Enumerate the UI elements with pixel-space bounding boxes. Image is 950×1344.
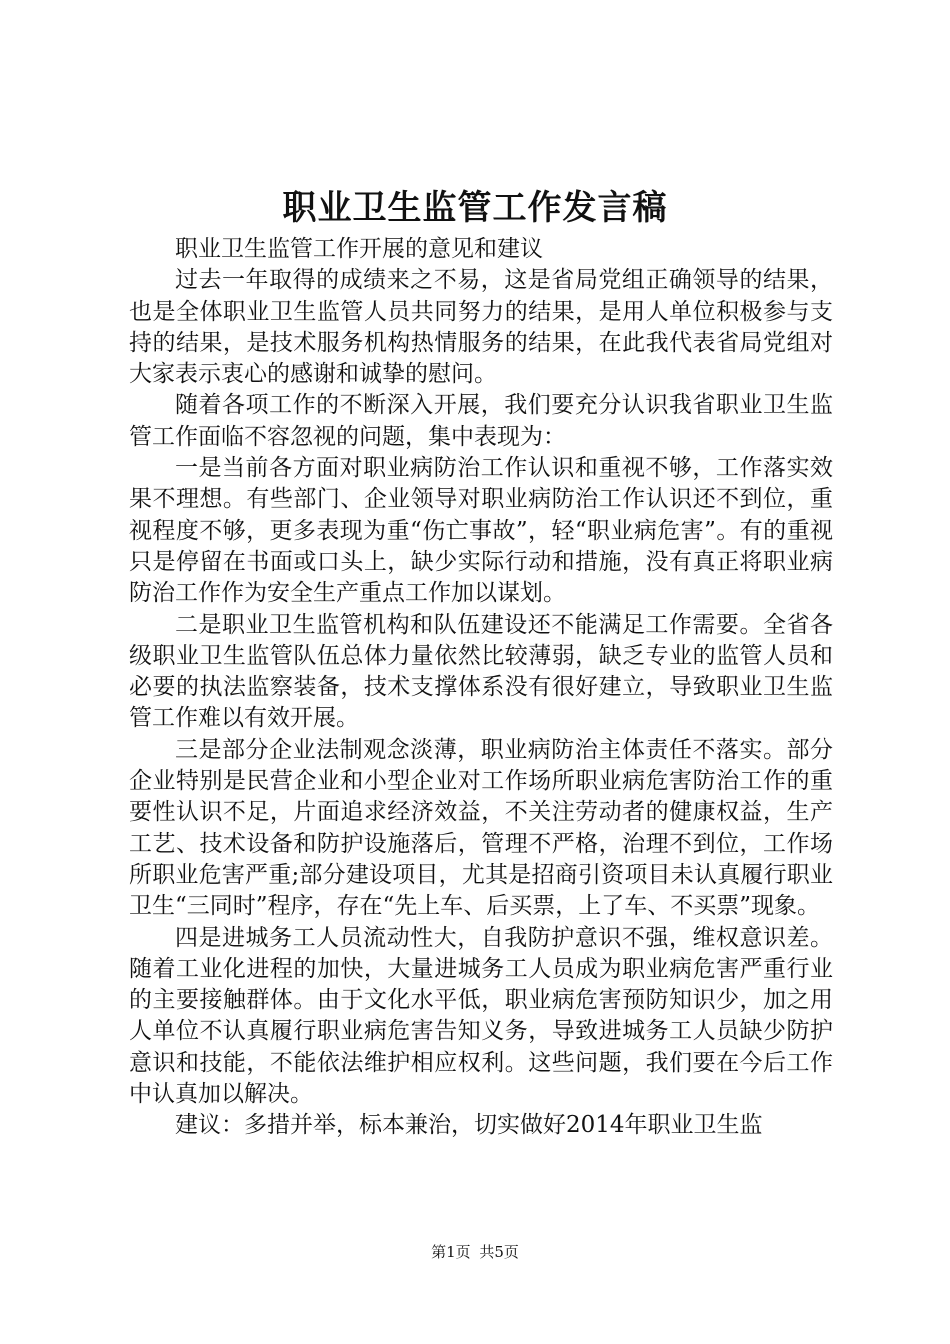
body-paragraph: 过去一年取得的成绩来之不易，这是省局党组正确领导的结果，也是全体职业卫生监管人员共同努力的结果，是用人单位积极参与支持的结果，是技术服务机构热情服务的结果，在此我代表省局党组对大家表示衷心的感谢和诚挚的慰问。 <box>129 267 833 388</box>
document-body <box>129 234 833 1142</box>
page-number: 第1页 <box>431 1243 471 1261</box>
body-paragraph: 随着各项工作的不断深入开展，我们要充分认识我省职业卫生监管工作面临不容忽视的问题，集中表现为： <box>129 392 833 450</box>
page-footer <box>0 1242 950 1262</box>
body-paragraph: 四是进城务工人员流动性大，自我防护意识不强，维权意识差。随着工业化进程的加快，大量进城务工人员成为职业病危害严重行业的主要接触群体。由于文化水平低，职业病危害预防知识少，加之用人单位不认真履行职业病危害告知义务，导致进城务工人员缺少防护意识和技能，不能依法维护相应权利。这些问题，我们要在今后工作中认真加以解决。 <box>129 924 833 1108</box>
subtitle-paragraph: 职业卫生监管工作开展的意见和建议 <box>175 236 543 262</box>
body-paragraph: 一是当前各方面对职业病防治工作认识和重视不够，工作落实效果不理想。有些部门、企业领导对职业病防治工作认识还不到位，重视程度不够，更多表现为重“伤亡事故”，轻“职业病危害”。有的重视只是停留在书面或口头上，缺少实际行动和措施，没有真正将职业病防治工作作为安全生产重点工作加以谋划。 <box>129 455 833 607</box>
page-total: 共5页 <box>479 1243 519 1261</box>
body-paragraph: 二是职业卫生监管机构和队伍建设还不能满足工作需要。全省各级职业卫生监管队伍总体力量依然比较薄弱，缺乏专业的监管人员和必要的执法监察装备，技术支撑体系没有很好建立，导致职业卫生监管工作难以有效开展。 <box>129 611 833 732</box>
body-paragraph: 三是部分企业法制观念淡薄，职业病防治主体责任不落实。部分企业特别是民营企业和小型企业对工作场所职业病危害防治工作的重要性认识不足，片面追求经济效益，不关注劳动者的健康权益，生产工艺、技术设备和防护设施落后，管理不严格，治理不到位，工作场所职业危害严重;部分建设项目，尤其是招商引资项目未认真履行职业卫生“三同时”程序，存在“先上车、后买票，上了车、不买票”现象。 <box>129 736 833 920</box>
document-title: 职业卫生监管工作发言稿 <box>282 188 668 228</box>
body-paragraph: 建议：多措并举，标本兼治，切实做好2014年职业卫生监 <box>175 1112 763 1139</box>
